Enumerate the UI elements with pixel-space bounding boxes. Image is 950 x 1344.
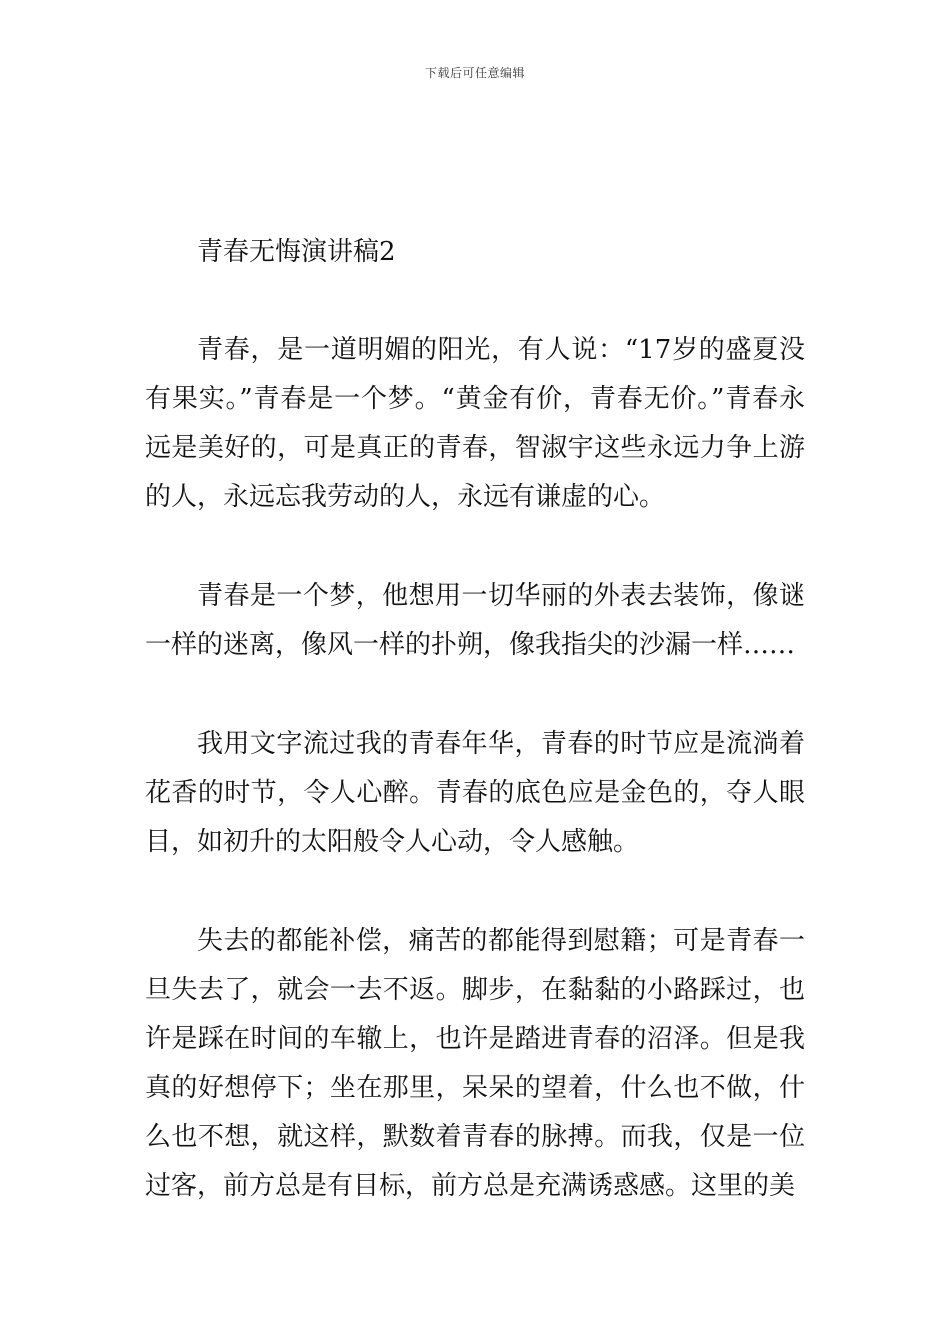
document-body xyxy=(145,228,805,1211)
paragraph-1: 青春，是一道明媚的阳光，有人说：“17岁的盛夏没有果实。”青春是一个梦。“黄金有价，青春无价。”青春永远是美好的，可是真正的青春，智淑宇这些永远力争上游的人，永远忘我劳动的人，永远有谦虚的心。 xyxy=(145,335,805,512)
paragraph-4: 失去的都能补偿，痛苦的都能得到慰籍；可是青春一旦失去了，就会一去不返。脚步，在黏黏的小路踩过，也许是踩在时间的车辙上，也许是踏进青春的沼泽。但是我真的好想停下；坐在那里，呆呆的望着，什么也不做，什么也不想，就这样，默数着青春的脉搏。而我，仅是一位过客，前方总是有目标，前方总是充满诱惑感。这里的美 xyxy=(145,926,805,1201)
paragraph-2: 青春是一个梦，他想用一切华丽的外表去装饰，像谜一样的迷离，像风一样的扑朔，像我指尖的沙漏一样…… xyxy=(145,581,805,660)
document-title: 青春无悔演讲稿2 xyxy=(197,237,396,267)
paragraph-3: 我用文字流过我的青春年华，青春的时节应是流淌着花香的时节，令人心醉。青春的底色应是金色的，夺人眼目，如初升的太阳般令人心动，令人感触。 xyxy=(145,729,805,857)
spacer xyxy=(145,670,805,720)
spacer xyxy=(145,867,805,917)
spacer xyxy=(145,276,805,326)
spacer xyxy=(145,522,805,572)
page-header: 下载后可任意编辑 xyxy=(424,66,525,80)
